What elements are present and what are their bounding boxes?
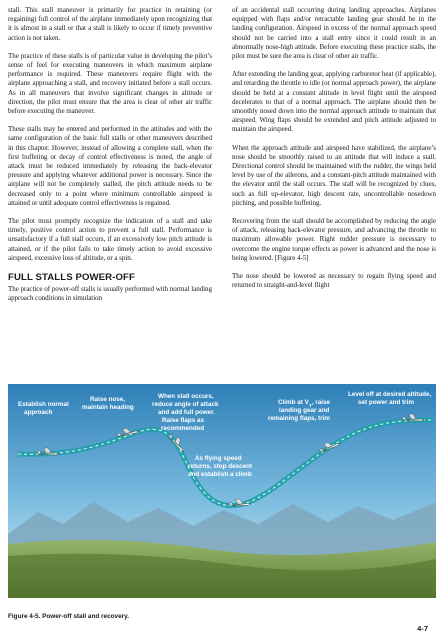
label-raise-nose: Raise nose, maintain heading: [82, 396, 134, 411]
label-establish-approach: Establish normal approach: [18, 401, 69, 416]
label-stall-occurs: When stall occurs, reduce angle of attack and add full power. Raise flaps as recommended: [152, 393, 219, 432]
paragraph: of an accidental stall occurring during landing approaches. Airplanes equipped with flaps and/or retractable landing gear should be in the landing configuration. Airspeed in excess of the normal approach speed should not be carried into a stall entry since it could result in an abnormally nose-high attitude. Before executing these practice stalls, the pilot must be sure the area is clear of other air traffic.: [232, 6, 436, 61]
paragraph: The practice of these stalls is of particular value in developing the pilot’s sense of feel for executing maneuvers in which maximum airplane performance is required. These maneuvers require flight with the airplane approaching a stall, and recovery initiated before a stall occurs. As in all maneuvers that involve significant changes in altitude or direction, the pilot must ensure that the area is clear of other air traffic before executing the maneuver.: [8, 51, 212, 116]
paragraph: When the approach attitude and airspeed have stabilized, the airplane’s nose should be smoothly raised to an attitude that will induce a stall. Directional control should be maintained with the rudder, the wings held level by use of the ailerons, and a constant-pitch attitude maintained with the elevator until the stall occurs. The stall will be recognized by clues, such as full up-elevator, high descent rate, uncontrollable nosedown pitching, and possible buffeting.: [232, 143, 436, 207]
paragraph: After extending the landing gear, applying carburetor heat (if applicable), and retarding the throttle to idle (or normal approach power), the airplane should be held at a constant altitude in level flight until the airspeed decelerates to that of a normal approach. The airplane should then be smoothly nosed down into the normal approach attitude to maintain that airspeed. Wing flaps should be extended and pitch attitude adjusted to maintain the airspeed.: [232, 70, 436, 134]
label-flying-speed: As flying speed returns, stop descent and establish a climb: [188, 455, 253, 478]
figure-caption: Figure 4-5. Power-off stall and recovery.: [8, 613, 129, 620]
paragraph: These stalls may be entered and performed in the attitudes and with the same configuration of the basic full stalls or other maneuvers described in this chapter. However, instead of allowing a complete stall, when the first buffeting or decay of control effectiveness is noted, the angle of attack must be reduced immediately by releasing the back-elevator pressure and applying whatever additional power is necessary. Since the airplane will not be completely stalled, the pitch attitude needs to be decreased only to a point where minimum controllable airspeed is attained or until adequate control effectiveness is regained.: [8, 125, 212, 207]
label-level-off: Level off at desired altitude, set power and trim: [348, 391, 432, 406]
paragraph: stall. This stall maneuver is primarily for practice in retaining (or regaining) full control of the airplane immediately upon recognizing that it is almost in a stall or that a stall is likely to occur if timely preventive action is not taken.: [8, 6, 212, 42]
paragraph: Recovering from the stall should be accomplished by reducing the angle of attack, releasing back-elevator pressure, and advancing the throttle to maximum allowable power. Right rudder pressure is necessary to overcome the engine torque effects as power is advanced and the nose is being lowered. [Figure 4-5]: [232, 217, 436, 262]
paragraph: The nose should be lowered as necessary to regain flying speed and returned to straight-and-level flight: [232, 272, 436, 290]
label-climb: Climb at $V_Y$, raise landing gear and remaining flaps, trim: [268, 399, 331, 422]
figure-power-off-stall: [8, 384, 436, 598]
left-column: [8, 6, 212, 312]
right-column: [232, 6, 436, 299]
section-heading: FULL STALLS POWER-OFF: [8, 272, 135, 284]
paragraph: The practice of power-off stalls is usually performed with normal landing approach conditions in simulation: [8, 285, 212, 303]
paragraph: The pilot must promptly recognize the indication of a stall and take timely, positive control action to prevent a full stall. Performance is unsatisfactory if a full stall occurs, if an excessively low pitch attitude is attained, or if the pilot fails to take timely action to avoid excessive airspeed, excessive loss of altitude, or a spin.: [8, 217, 212, 262]
page-number: 4-7: [417, 624, 428, 633]
figure-illustration: [8, 384, 436, 598]
